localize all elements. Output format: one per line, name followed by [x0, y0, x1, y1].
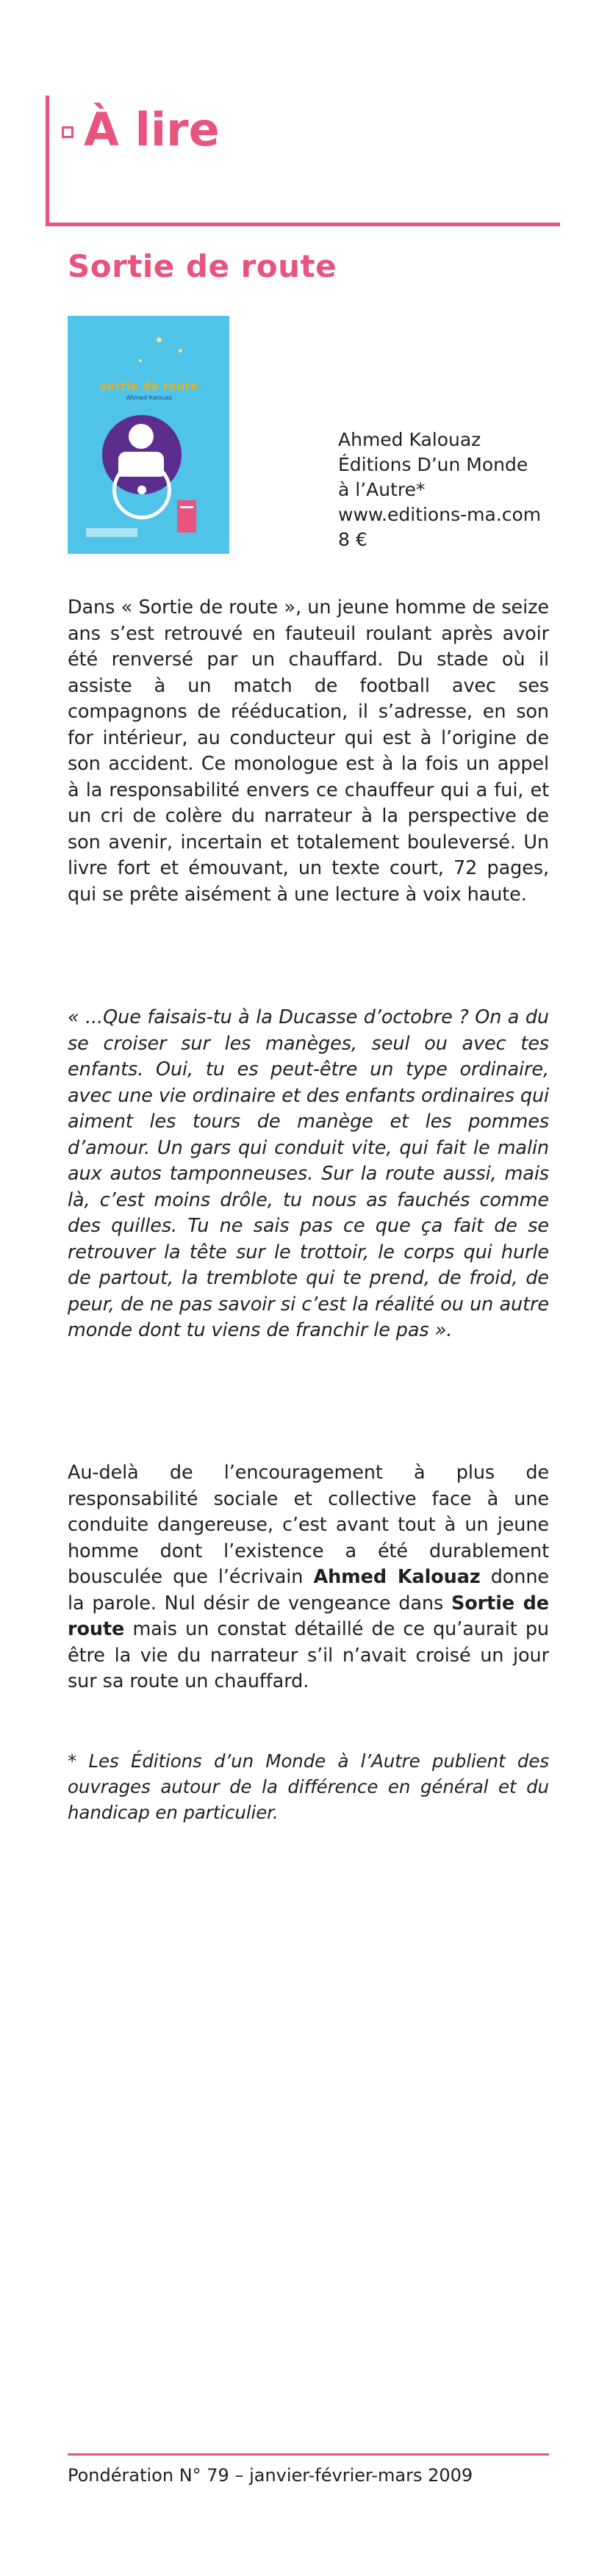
footer-caption: Pondération N° 79 – janvier-février-mars 2009 — [68, 2465, 473, 2486]
book-price: 8 € — [338, 529, 367, 550]
commentary-author-bold: Ahmed Kalouaz — [313, 1566, 481, 1588]
book-publisher: Éditions D’un Monde — [338, 454, 528, 475]
footer-divider — [68, 2453, 549, 2456]
cover-publisher-logo — [86, 528, 137, 537]
book-metadata — [338, 427, 551, 552]
cover-speck — [139, 359, 142, 362]
section-title: À lire — [84, 103, 220, 156]
paragraph-footnote: * Les Éditions d’un Monde à l’Autre publient des ouvrages autour de la différence en général et du handicap en particulier. — [68, 1750, 549, 1823]
paragraph-quote: « ...Que faisais-tu à la Ducasse d’octobre ? On a du se croiser sur les manèges, seul ou avec tes enfants. Oui, tu es peut-être un type ordinaire, avec une vie ordinaire et des enfants ordinaires qui aiment les tours de manège et les pommes d’amour. Un gars qui conduit vite, qui fait le malin aux autos tamponneuses. Sur la route aussi, mais là, c’est moins drôle, tu nous as fauchés comme des quilles. Tu ne sais pas ce que ça fait de se retrouver la tête sur le trottoir, le corps qui hurle de partout, la tremblote qui te prend, de froid, de peur, de ne pas savoir si c’est la réalité ou un autre monde dont tu viens de franchir le pas ». — [68, 1006, 549, 1341]
header-left-rule — [46, 95, 49, 226]
commentary-text-2: donne la parole. Nul désir de vengeance dans — [68, 1566, 549, 1614]
book-cover-image — [68, 316, 229, 554]
cover-speck — [179, 349, 182, 353]
book-publisher-line2: à l’Autre* — [338, 479, 426, 500]
cover-speck — [157, 337, 162, 342]
wheel-hub-shape — [137, 486, 146, 494]
cover-author-text: Ahmed Kalouaz — [126, 394, 173, 401]
paragraph-commentary — [68, 1460, 549, 1695]
cover-title-text: sortie de route — [100, 380, 198, 393]
cover-badge-shape — [177, 500, 196, 533]
article-title: Sortie de route — [68, 248, 337, 284]
book-website[interactable]: www.editions-ma.com — [338, 504, 542, 525]
cover-badge-line — [180, 506, 193, 508]
section-header — [46, 95, 560, 228]
commentary-text-1: Au-delà de l’encouragement à plus de responsabilité sociale et collective face à une conduite dangereuse, c’est avant tout à un jeune homme dont l’existence a été durablement bousculée que l’écrivain — [68, 1462, 549, 1588]
cover-head-shape — [129, 424, 154, 449]
square-bullet-icon — [62, 126, 73, 138]
commentary-title-bold: Sortie de route — [68, 1592, 549, 1640]
book-author: Ahmed Kalouaz — [338, 429, 481, 450]
cover-illustration — [102, 415, 182, 512]
commentary-text-3: mais un constat détaillé de ce qu’aurait pu être la vie du narrateur s’il n’avait croisé un jour sur sa route un chauffard. — [68, 1618, 549, 1692]
header-bottom-rule — [46, 223, 560, 226]
paragraph-intro: Dans « Sortie de route », un jeune homme de seize ans s’est retrouvé en fauteuil roulant après avoir été renversé par un chauffard. Du stade où il assiste à un match de football avec ses compagnons de rééducation, il s’adresse, en son for intérieur, au conducteur qui est à l’origine de son accident. Ce monologue est à la fois un appel à la responsabilité envers ce chauffeur qui a fui, et un cri de colère du narrateur à la perspective de son avenir, incertain et totalement bouleversé. Un livre fort et émouvant, un texte court, 72 pages, qui se prête aisément à une lecture à voix haute. — [68, 596, 549, 906]
